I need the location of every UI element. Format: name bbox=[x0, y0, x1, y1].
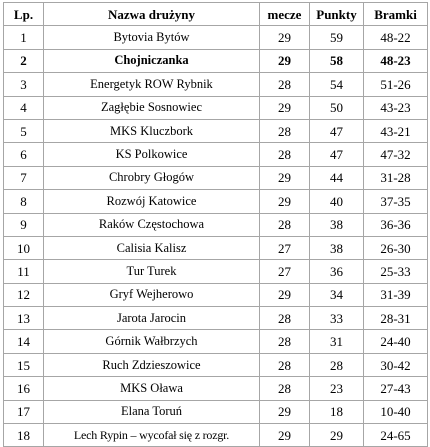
cell-matches: 28 bbox=[260, 377, 310, 400]
cell-matches: 29 bbox=[260, 190, 310, 213]
header-team-name: Nazwa drużyny bbox=[44, 3, 260, 26]
league-table bbox=[3, 2, 428, 447]
cell-lp: 14 bbox=[4, 330, 44, 353]
cell-team-name: Rozwój Katowice bbox=[44, 190, 260, 213]
cell-lp: 17 bbox=[4, 400, 44, 423]
header-goals: Bramki bbox=[364, 3, 428, 26]
cell-team-name: Tur Turek bbox=[44, 260, 260, 283]
cell-points: 33 bbox=[310, 307, 364, 330]
cell-team-name: Calisia Kalisz bbox=[44, 236, 260, 259]
cell-lp: 2 bbox=[4, 49, 44, 72]
cell-points: 38 bbox=[310, 213, 364, 236]
cell-lp: 4 bbox=[4, 96, 44, 119]
cell-matches: 29 bbox=[260, 96, 310, 119]
cell-goals: 31-28 bbox=[364, 166, 428, 189]
cell-goals: 51-26 bbox=[364, 73, 428, 96]
table-row bbox=[4, 143, 428, 166]
cell-lp: 13 bbox=[4, 307, 44, 330]
cell-lp: 1 bbox=[4, 26, 44, 49]
cell-goals: 43-21 bbox=[364, 119, 428, 142]
cell-goals: 25-33 bbox=[364, 260, 428, 283]
cell-points: 50 bbox=[310, 96, 364, 119]
cell-goals: 27-43 bbox=[364, 377, 428, 400]
cell-points: 40 bbox=[310, 190, 364, 213]
table-row bbox=[4, 73, 428, 96]
cell-goals: 48-22 bbox=[364, 26, 428, 49]
cell-goals: 43-23 bbox=[364, 96, 428, 119]
cell-points: 54 bbox=[310, 73, 364, 96]
cell-lp: 9 bbox=[4, 213, 44, 236]
header-matches: mecze bbox=[260, 3, 310, 26]
table-row bbox=[4, 213, 428, 236]
cell-team-name: Chojniczanka bbox=[44, 49, 260, 72]
table-row bbox=[4, 190, 428, 213]
cell-team-name: Bytovia Bytów bbox=[44, 26, 260, 49]
cell-team-name: Raków Częstochowa bbox=[44, 213, 260, 236]
cell-goals: 28-31 bbox=[364, 307, 428, 330]
cell-points: 34 bbox=[310, 283, 364, 306]
table-row bbox=[4, 96, 428, 119]
cell-points: 36 bbox=[310, 260, 364, 283]
cell-team-name: MKS Oława bbox=[44, 377, 260, 400]
table-row bbox=[4, 166, 428, 189]
cell-lp: 10 bbox=[4, 236, 44, 259]
cell-lp: 5 bbox=[4, 119, 44, 142]
cell-points: 18 bbox=[310, 400, 364, 423]
cell-lp: 6 bbox=[4, 143, 44, 166]
table-row bbox=[4, 330, 428, 353]
cell-points: 31 bbox=[310, 330, 364, 353]
cell-matches: 28 bbox=[260, 353, 310, 376]
cell-matches: 28 bbox=[260, 73, 310, 96]
header-points: Punkty bbox=[310, 3, 364, 26]
header-lp: Lp. bbox=[4, 3, 44, 26]
cell-lp: 8 bbox=[4, 190, 44, 213]
cell-team-name: Zagłębie Sosnowiec bbox=[44, 96, 260, 119]
cell-lp: 16 bbox=[4, 377, 44, 400]
cell-matches: 27 bbox=[260, 260, 310, 283]
cell-matches: 29 bbox=[260, 283, 310, 306]
cell-points: 38 bbox=[310, 236, 364, 259]
cell-points: 44 bbox=[310, 166, 364, 189]
table-row bbox=[4, 353, 428, 376]
cell-lp: 7 bbox=[4, 166, 44, 189]
cell-matches: 29 bbox=[260, 26, 310, 49]
cell-team-name: Elana Toruń bbox=[44, 400, 260, 423]
cell-lp: 12 bbox=[4, 283, 44, 306]
cell-team-name: Lech Rypin – wycofał się z rozgr. bbox=[44, 424, 260, 447]
cell-goals: 48-23 bbox=[364, 49, 428, 72]
cell-matches: 28 bbox=[260, 330, 310, 353]
cell-lp: 11 bbox=[4, 260, 44, 283]
cell-matches: 27 bbox=[260, 236, 310, 259]
cell-points: 28 bbox=[310, 353, 364, 376]
cell-matches: 29 bbox=[260, 166, 310, 189]
cell-points: 47 bbox=[310, 143, 364, 166]
cell-goals: 47-32 bbox=[364, 143, 428, 166]
cell-matches: 28 bbox=[260, 143, 310, 166]
cell-team-name: Energetyk ROW Rybnik bbox=[44, 73, 260, 96]
table-row bbox=[4, 119, 428, 142]
cell-goals: 24-40 bbox=[364, 330, 428, 353]
cell-points: 58 bbox=[310, 49, 364, 72]
cell-team-name: Gryf Wejherowo bbox=[44, 283, 260, 306]
cell-lp: 3 bbox=[4, 73, 44, 96]
cell-team-name: Chrobry Głogów bbox=[44, 166, 260, 189]
cell-goals: 26-30 bbox=[364, 236, 428, 259]
cell-goals: 31-39 bbox=[364, 283, 428, 306]
cell-team-name: KS Polkowice bbox=[44, 143, 260, 166]
cell-matches: 28 bbox=[260, 119, 310, 142]
cell-points: 23 bbox=[310, 377, 364, 400]
table-row bbox=[4, 400, 428, 423]
table-row-highlighted bbox=[4, 49, 428, 72]
cell-goals: 24-65 bbox=[364, 424, 428, 447]
cell-goals: 10-40 bbox=[364, 400, 428, 423]
cell-matches: 29 bbox=[260, 400, 310, 423]
cell-team-name: Jarota Jarocin bbox=[44, 307, 260, 330]
cell-matches: 28 bbox=[260, 307, 310, 330]
cell-goals: 36-36 bbox=[364, 213, 428, 236]
cell-points: 47 bbox=[310, 119, 364, 142]
cell-points: 59 bbox=[310, 26, 364, 49]
cell-points: 29 bbox=[310, 424, 364, 447]
table-row bbox=[4, 236, 428, 259]
cell-matches: 28 bbox=[260, 213, 310, 236]
table-row bbox=[4, 283, 428, 306]
cell-team-name: MKS Kluczbork bbox=[44, 119, 260, 142]
table-row bbox=[4, 260, 428, 283]
cell-matches: 29 bbox=[260, 424, 310, 447]
table-row bbox=[4, 307, 428, 330]
table-row bbox=[4, 26, 428, 49]
cell-matches: 29 bbox=[260, 49, 310, 72]
cell-team-name: Górnik Wałbrzych bbox=[44, 330, 260, 353]
table-row bbox=[4, 424, 428, 447]
cell-team-name: Ruch Zdzieszowice bbox=[44, 353, 260, 376]
cell-lp: 15 bbox=[4, 353, 44, 376]
header-row bbox=[4, 3, 428, 26]
cell-goals: 30-42 bbox=[364, 353, 428, 376]
cell-lp: 18 bbox=[4, 424, 44, 447]
cell-goals: 37-35 bbox=[364, 190, 428, 213]
table-row bbox=[4, 377, 428, 400]
